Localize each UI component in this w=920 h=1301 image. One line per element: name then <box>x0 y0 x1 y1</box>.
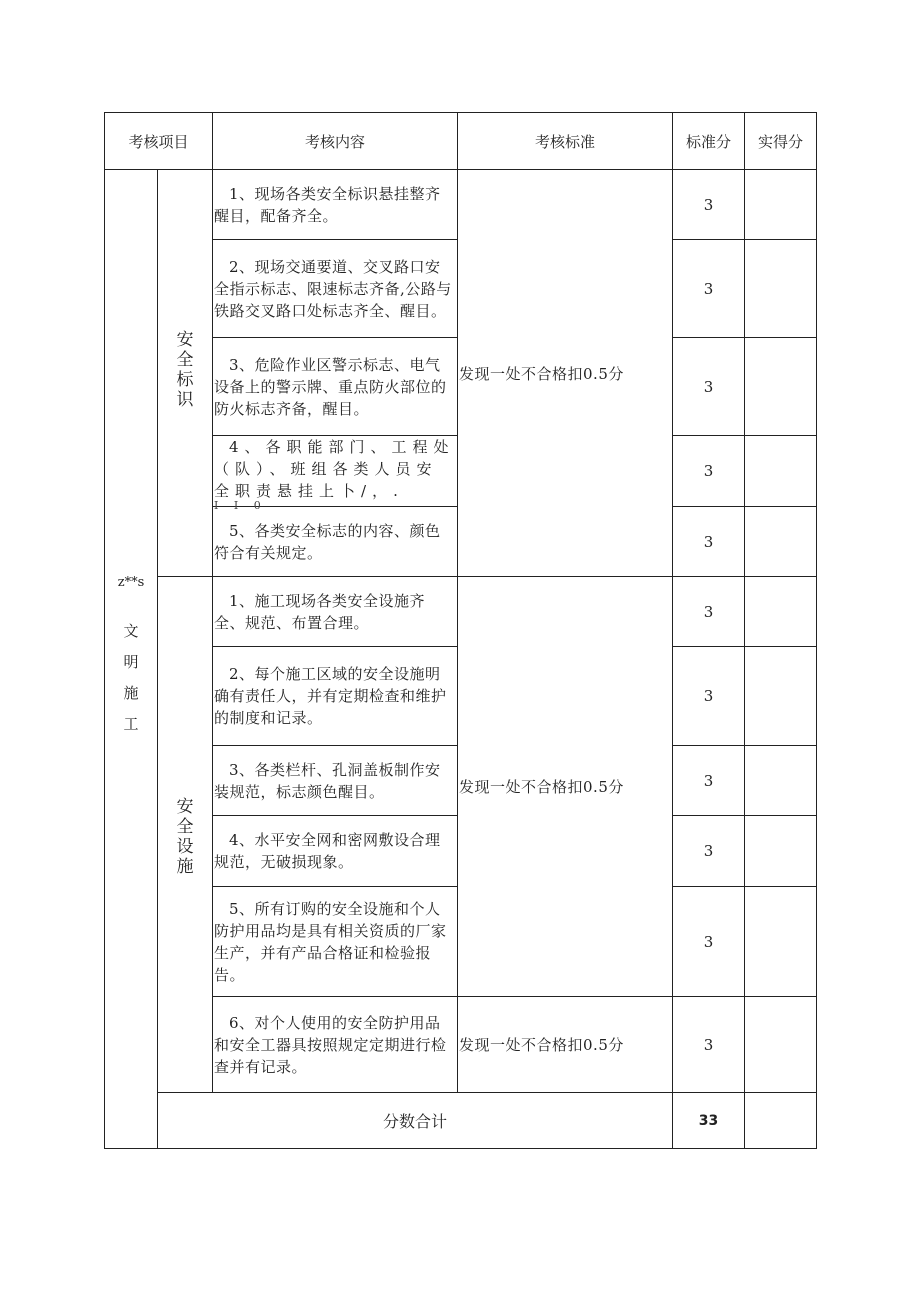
standard-cell: 发现一处不合格扣0.5分 <box>458 170 673 577</box>
actual-score-cell[interactable] <box>745 746 817 816</box>
score-cell: 3 <box>673 338 745 436</box>
group-name-char: 识 <box>176 390 194 410</box>
actual-score-cell[interactable] <box>745 997 817 1093</box>
group-name-safety-signs <box>158 170 213 577</box>
content-cell: 2、每个施工区域的安全设施明确有责任人，并有定期检查和维护的制度和记录。 <box>213 647 458 746</box>
group-name-char: 全 <box>176 817 194 837</box>
score-cell: 3 <box>673 577 745 647</box>
content-text: 4、各职能部门、工程处（队）、班组各类人员安全职责悬挂上卜/，. <box>214 438 455 500</box>
category-mark: z**s <box>117 574 145 590</box>
category-char: 明 <box>123 652 139 671</box>
score-cell: 3 <box>673 816 745 887</box>
score-cell: 3 <box>673 240 745 338</box>
total-row <box>105 1093 817 1149</box>
content-cell: 5、所有订购的安全设施和个人防护用品均是具有相关资质的厂家生产，并有产品合格证和检验报告。 <box>213 887 458 997</box>
group-name-char: 安 <box>176 797 194 817</box>
header-item: 考核项目 <box>105 113 213 170</box>
header-content: 考核内容 <box>213 113 458 170</box>
group-name-safety-facilities <box>158 577 213 1093</box>
score-cell: 3 <box>673 997 745 1093</box>
content-cell <box>213 436 458 512</box>
content-cell: 3、危险作业区警示标志、电气设备上的警示牌、重点防火部位的防火标志齐备，醒目。 <box>213 338 458 436</box>
total-actual-score-cell[interactable] <box>745 1093 817 1149</box>
content-cell: 3、各类栏杆、孔洞盖板制作安装规范，标志颜色醒目。 <box>213 746 458 816</box>
score-cell: 3 <box>673 647 745 746</box>
score-cell: 3 <box>673 507 745 577</box>
header-row <box>105 113 817 170</box>
group-name-char: 施 <box>176 857 194 877</box>
standard-cell: 发现一处不合格扣0.5分 <box>458 577 673 997</box>
actual-score-cell[interactable] <box>745 507 817 577</box>
actual-score-cell[interactable] <box>745 816 817 887</box>
actual-score-cell[interactable] <box>745 436 817 507</box>
content-cell: 2、现场交通要道、交叉路口安全指示标志、限速标志齐备,公路与铁路交叉路口处标志齐全、醒目。 <box>213 240 458 338</box>
table-row <box>105 577 817 647</box>
assessment-table <box>104 112 817 1149</box>
score-cell: 3 <box>673 170 745 240</box>
content-cell: 4、水平安全网和密网敷设合理规范，无破损现象。 <box>213 816 458 887</box>
main-category-cell <box>105 170 158 1149</box>
actual-score-cell[interactable] <box>745 647 817 746</box>
category-char: 工 <box>123 714 139 733</box>
content-cell: 6、对个人使用的安全防护用品和安全工器具按照规定定期进行检查并有记录。 <box>213 997 458 1093</box>
score-cell: 3 <box>673 436 745 507</box>
group-name-char: 全 <box>176 350 194 370</box>
group-name-char: 设 <box>176 837 194 857</box>
score-cell: 3 <box>673 746 745 816</box>
table-row <box>105 170 817 240</box>
header-std-score: 标准分 <box>673 113 745 170</box>
standard-cell: 发现一处不合格扣0.5分 <box>458 997 673 1093</box>
header-standard: 考核标准 <box>458 113 673 170</box>
total-value: 33 <box>673 1093 745 1149</box>
category-char: 文 <box>123 621 139 640</box>
group-name-char: 安 <box>176 330 194 350</box>
group-name-char: 标 <box>176 370 194 390</box>
total-label: 分数合计 <box>158 1093 673 1149</box>
content-cell: 5、各类安全标志的内容、颜色符合有关规定。 <box>213 507 458 577</box>
content-cell: 1、现场各类安全标识悬挂整齐醒目，配备齐全。 <box>213 170 458 240</box>
residue-text: I I 0 <box>214 499 267 512</box>
actual-score-cell[interactable] <box>745 338 817 436</box>
actual-score-cell[interactable] <box>745 240 817 338</box>
header-actual-score: 实得分 <box>745 113 817 170</box>
actual-score-cell[interactable] <box>745 887 817 997</box>
content-cell: 1、施工现场各类安全设施齐全、规范、布置合理。 <box>213 577 458 647</box>
actual-score-cell[interactable] <box>745 170 817 240</box>
category-char: 施 <box>123 683 139 702</box>
score-cell: 3 <box>673 887 745 997</box>
actual-score-cell[interactable] <box>745 577 817 647</box>
